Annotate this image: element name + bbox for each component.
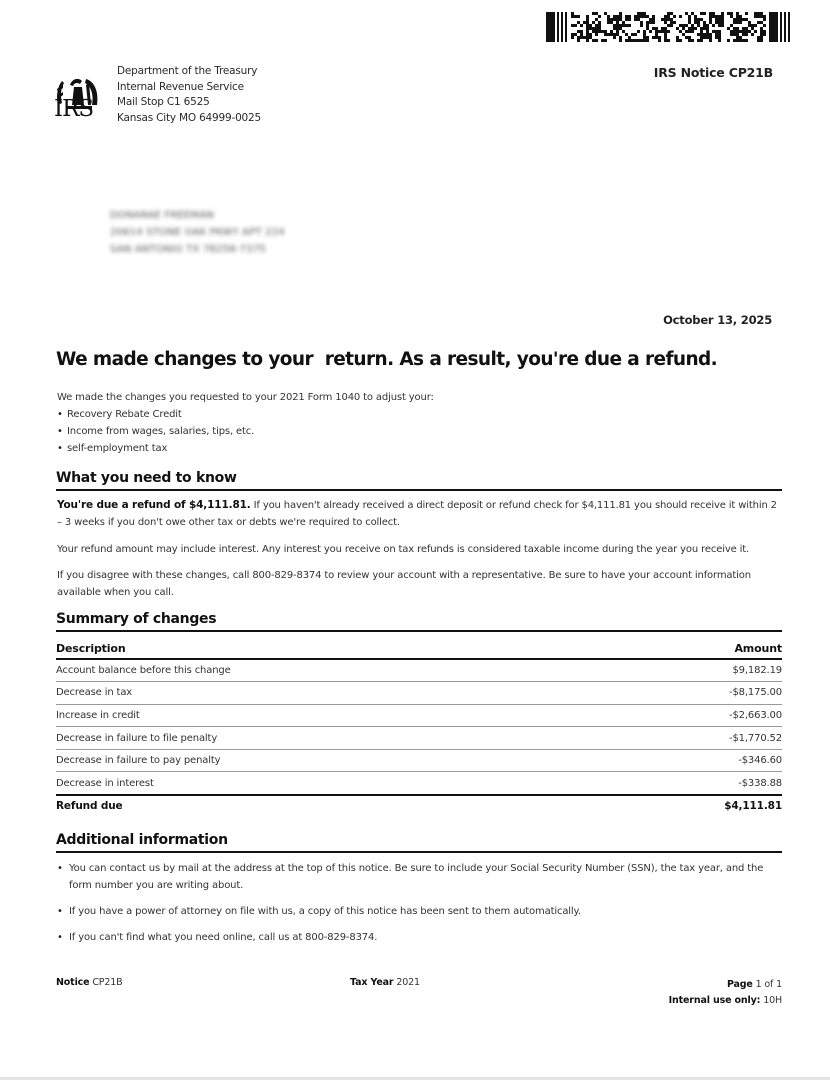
footer-page-value: 1 of 1 [755,979,782,990]
row-amount: -$346.60 [601,749,782,772]
notice-date: October 13, 2025 [663,313,772,327]
sender-line: Internal Revenue Service [117,80,244,93]
section-heading-additional-information: Additional information [56,832,782,853]
notice-title: IRS Notice CP21B [653,65,773,80]
adjusted-items-list [57,406,434,457]
footer-tax-year [350,977,420,988]
row-amount: -$8,175.00 [601,682,782,705]
table-header-row [56,640,782,659]
footer-notice-value: CP21B [92,977,123,988]
row-amount: $9,182.19 [601,659,782,682]
footer-page-number [669,977,782,993]
summary-of-changes-table [56,640,782,817]
footer-notice-label: Notice [56,977,90,988]
footer-page-label: Page [726,979,753,990]
list-item: • If you have a power of attorney on file with us, a copy of this notice has been sent to them automatically. [57,903,777,920]
table-row [56,749,782,772]
footer-tax-year-value: 2021 [396,977,420,988]
page-title: We made changes to your return. As a result, you're due a refund. [56,349,718,370]
list-item: • Recovery Rebate Credit [57,406,434,423]
column-header-amount: Amount [601,640,782,659]
recipient-line: 20614 STONE OAK PKWY APT 224 [110,227,285,238]
row-amount: -$1,770.52 [601,727,782,750]
table-row [56,682,782,705]
row-description: Decrease in interest [56,772,601,795]
section-heading-summary-of-changes: Summary of changes [56,611,782,632]
row-description: Decrease in tax [56,682,601,705]
list-item: • Income from wages, salaries, tips, etc. [57,423,434,440]
table-row [56,727,782,750]
list-item: • If you can't find what you need online, call us at 800-829-8374. [57,929,777,946]
row-amount: -$338.88 [601,772,782,795]
refund-paragraph [57,497,777,531]
2d-barcode-icon [546,12,790,42]
recipient-line: DONARAE FREEMAN [110,210,215,221]
sender-line: Kansas City MO 64999-0025 [117,111,261,124]
footer-notice-number [56,977,123,988]
intro-text: We made the changes you requested to your 2021 Form 1040 to adjust your: [57,392,434,403]
footer-internal-value: 10H [763,995,782,1006]
footer-internal-use [669,993,782,1009]
total-description: Refund due [56,800,123,813]
sender-address [117,64,261,126]
interest-paragraph: Your refund amount may include interest. Any interest you receive on tax refunds is considered taxable income during the year you receive it. [57,544,750,555]
sender-line: Department of the Treasury [117,65,258,77]
refund-text: If you haven't already received a direct deposit or refund check for $4,111.81 you should receive it within 2 – 3 weeks if you don't owe other tax or debts we're required to collect. [57,500,777,528]
intro-section [57,389,434,457]
recipient-line: SAN ANTONIO TX 78258-7375 [110,244,266,255]
row-description: Account balance before this change [56,659,601,682]
column-header-description: Description [56,640,601,659]
disagree-paragraph: If you disagree with these changes, call 800-829-8374 to review your account with a representative. Be sure to have your account information available when you call. [57,570,751,598]
section-heading-what-you-need-to-know: What you need to know [56,470,782,491]
recipient-address-redacted [110,207,285,258]
table-row [56,659,782,682]
row-description: Decrease in failure to pay penalty [56,749,601,772]
footer-page-info [669,977,782,1009]
table-total-row [56,795,782,818]
row-description: Increase in credit [56,704,601,727]
list-item: • self-employment tax [57,440,434,457]
sender-line: Mail Stop C1 6525 [117,96,210,108]
row-amount: -$2,663.00 [601,704,782,727]
footer-tax-year-label: Tax Year [350,977,394,988]
row-description: Decrease in failure to file penalty [56,727,601,750]
table-row [56,772,782,795]
footer-internal-label: Internal use only: [668,995,761,1006]
additional-information-list [57,860,777,955]
irs-logo-text: IRS [54,96,94,122]
refund-amount-bold: You're due a refund of $4,111.81. [57,499,251,511]
table-row [56,704,782,727]
total-amount: $4,111.81 [724,800,782,813]
list-item: • You can contact us by mail at the address at the top of this notice. Be sure to include your Social Security Number (SSN), the tax year, and the form number you are writing about. [57,860,777,894]
